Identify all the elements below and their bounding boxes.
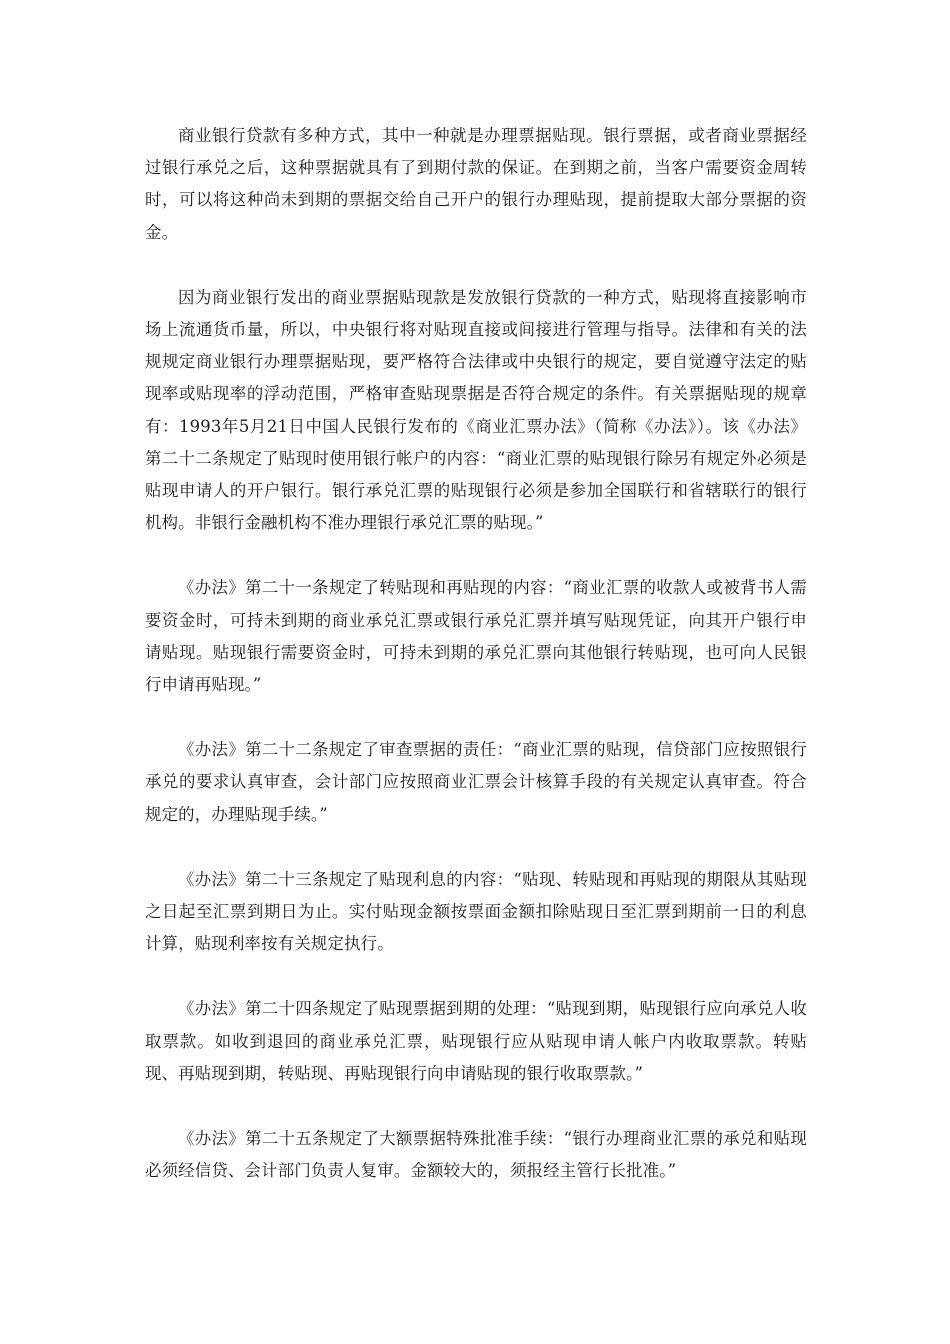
paragraph-4: 《办法》第二十二条规定了审查票据的责任：“商业汇票的贴现，信贷部门应按照银行承兑的要求认真审查，会计部门应按照商业汇票会计核算手段的有关规定认真审查。符合规定的，办理贴现手续。” xyxy=(145,740,807,824)
paragraph-5: 《办法》第二十三条规定了贴现利息的内容：“贴现、转贴现和再贴现的期限从其贴现之日起至汇票到期日为止。实付贴现金额按票面金额扣除贴现日至汇票到期前一日的利息计算，贴现利率按有关规定执行。 xyxy=(145,869,807,954)
paragraph-2: 因为商业银行发出的商业票据贴现款是发放银行贷款的一种方式，贴现将直接影响市场上流通货币量，所以，中央银行将对贴现直接或间接进行管理与指导。法律和有关的法规规定商业银行办理票据贴现，要严格符合法律或中央银行的规定，要自觉遵守法定的贴现率或贴现率的浮动范围，严格审查贴现票据是否符合规定的条件。有关票据贴现的规章有：1993年5月21日中国人民银行发布的《商业汇票办法》（简称《办法》）。该《办法》第二十二条规定了贴现时使用银行帐户的内容：“商业汇票的贴现银行除另有规定外必须是贴现申请人的开户银行。银行承兑汇票的贴现银行必须是参加全国联行和省辖联行的银行机构。非银行金融机构不准办理银行承兑汇票的贴现。” xyxy=(145,287,807,533)
paragraph-1: 商业银行贷款有多种方式，其中一种就是办理票据贴现。银行票据，或者商业票据经过银行承兑之后，这种票据就具有了到期付款的保证。在到期之前，当客户需要资金周转时，可以将这种尚未到期的票据交给自己开户的银行办理贴现，提前提取大部分票据的资金。 xyxy=(145,126,807,242)
paragraph-6: 《办法》第二十四条规定了贴现票据到期的处理：“贴现到期，贴现银行应向承兑人收取票款。如收到退回的商业承兑汇票，贴现银行应从贴现申请人帐户内收取票款。转贴现、再贴现到期，转贴现、再贴现银行向申请贴现的银行收取票款。” xyxy=(145,999,807,1083)
paragraph-7: 《办法》第二十五条规定了大额票据特殊批准手续：“银行办理商业汇票的承兑和贴现必须经信贷、会计部门负责人复审。金额较大的，须报经主管行长批准。” xyxy=(145,1129,807,1181)
paragraph-3: 《办法》第二十一条规定了转贴现和再贴现的内容：“商业汇票的收款人或被背书人需要资金时，可持未到期的商业承兑汇票或银行承兑汇票并填写贴现凭证，向其开户银行申请贴现。贴现银行需要资金时，可持未到期的承兑汇票向其他银行转贴现，也可向人民银行申请再贴现。” xyxy=(145,578,807,695)
document-body xyxy=(145,120,807,1220)
